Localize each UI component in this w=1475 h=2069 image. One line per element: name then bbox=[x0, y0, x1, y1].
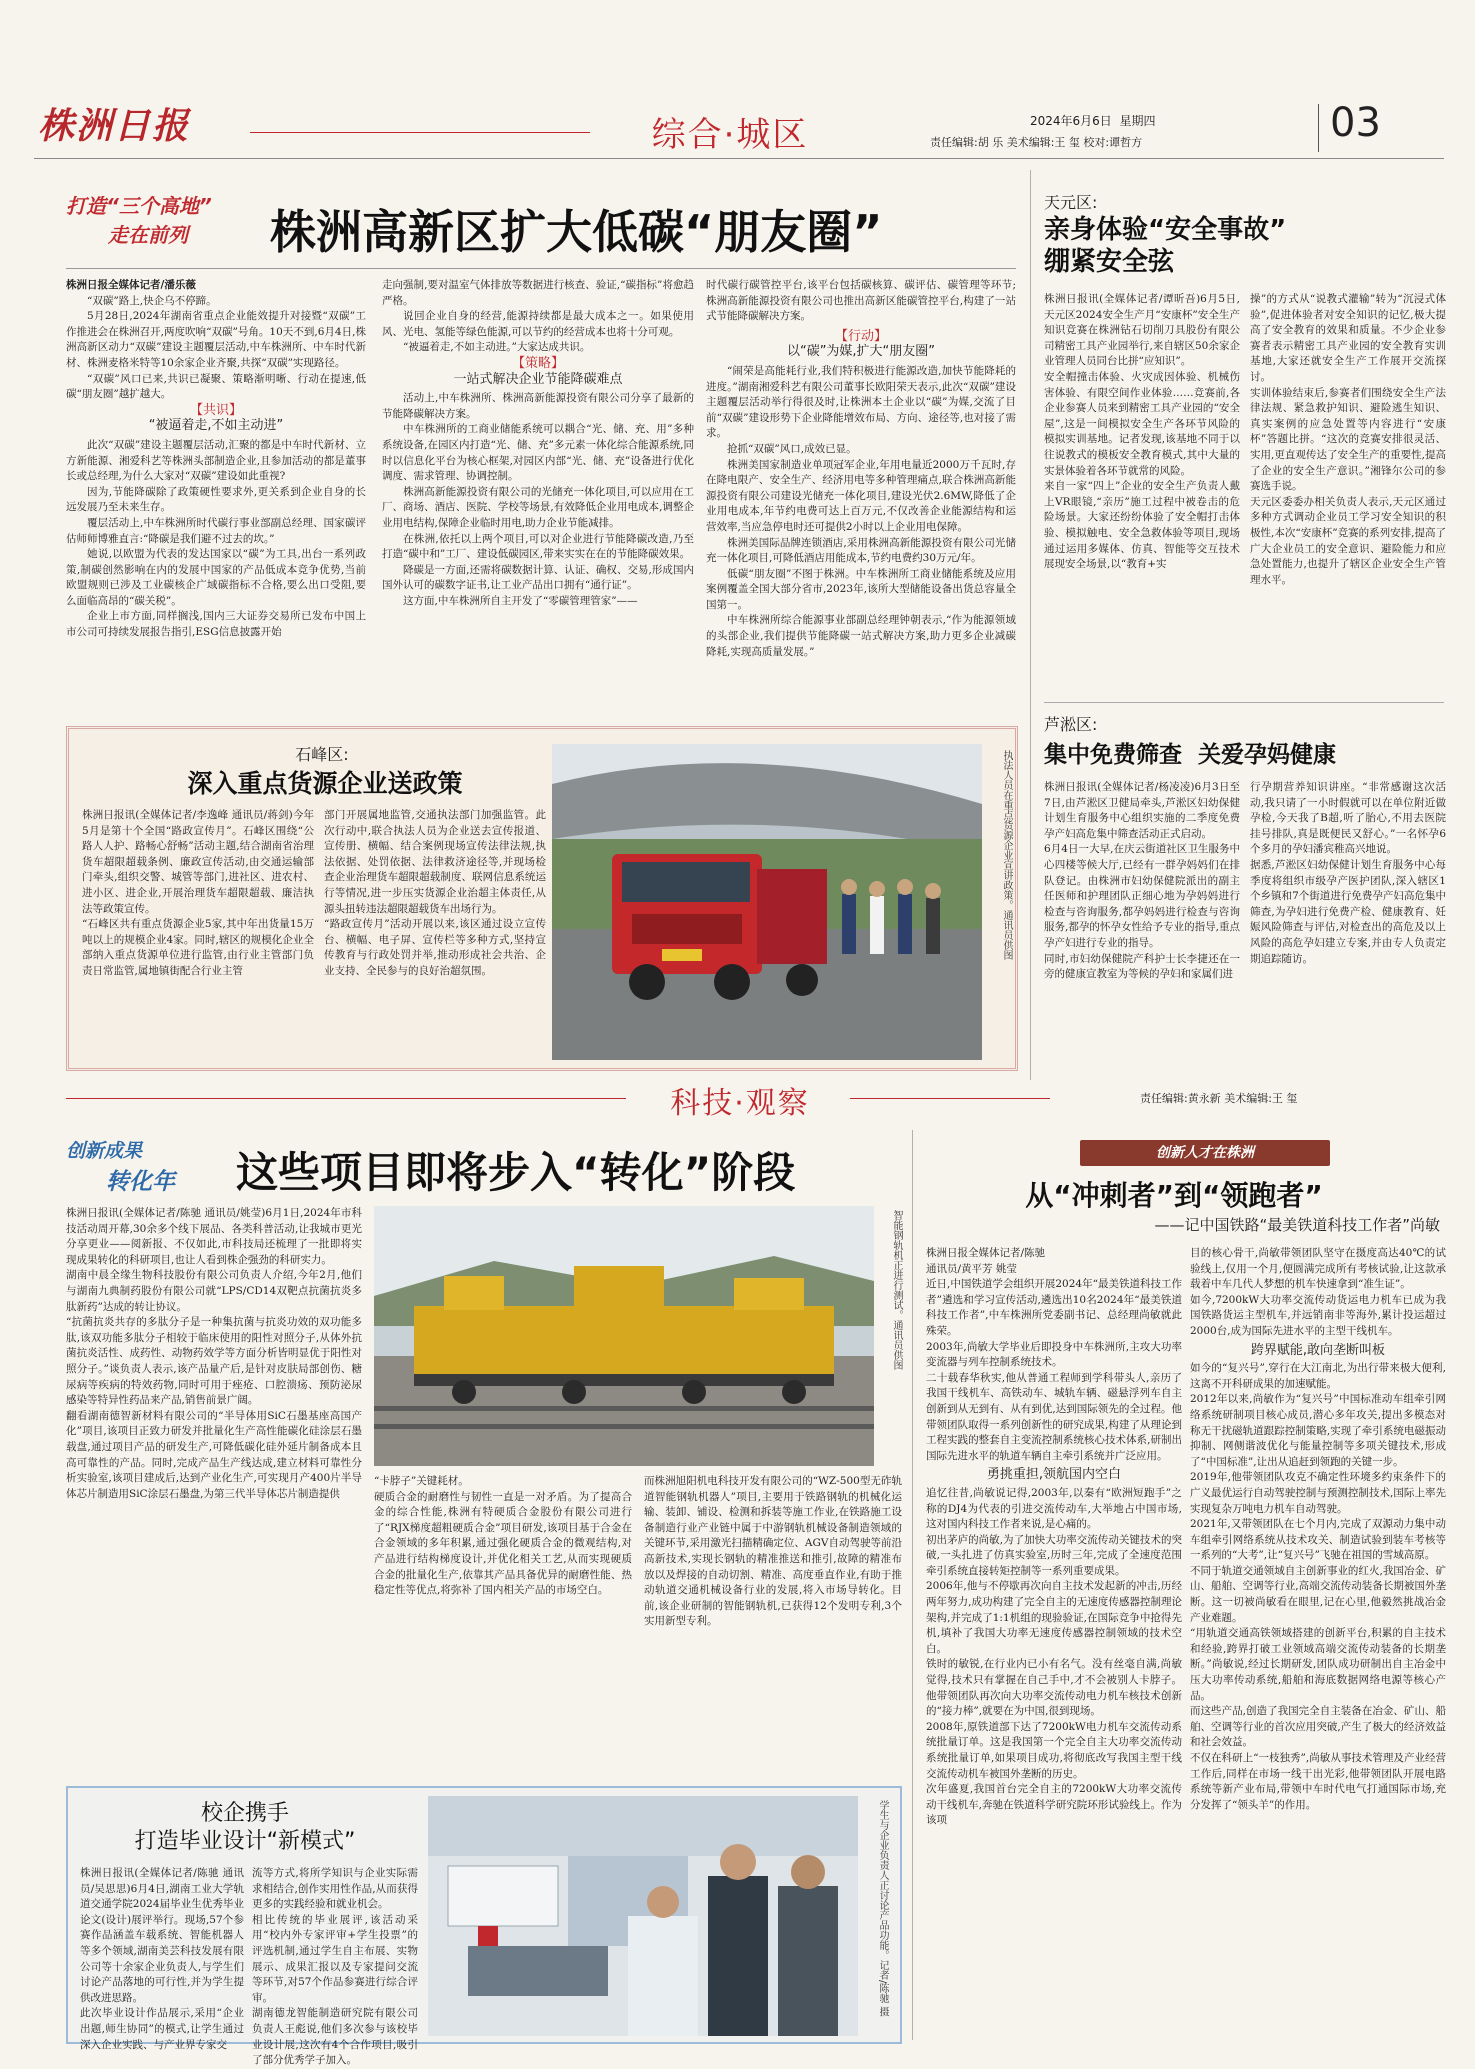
article1-column-3: 时代碳行碳管控平台,该平台包括碳核算、碳评估、碳管理等环节;株洲高新能源投资有限公司也推出高新区能碳管控平台,构建了一站式节能降碳解决方案。 【行动】 以“碳”为媒,扩大“朋友圈” “闹荣是高能耗行业,我们特积极进行能源改造,加快节能降耗的进度。”湖南湘爱科艺有限公司董事长欧阳荣天表示,此次“双碳”建设主题覆层活动举行得很及时,让株洲本土企业以“碳”为媒,交流了目前“双碳”建设形势下企业降能增效布局、方向、途径等,也对接了需求。 抢抓“双碳”风口,成效已显。 株洲美国家制造业单项冠军企业,年用电量近2000万千瓦时,存在降电限产、安全生产、经济用电等多种管理痛点,联合株洲高新能源投资有限公司建设光储充一体化项目,建设光伏2.6MW,降低了企业用电成本,年节约电费可达上百万元,不仅改善企业能源结构和运营效率,当应急停电时还可提供2小时以上企业用电保障。 株洲美国际品牌连锁酒店,采用株洲高新能源投资有限公司光储充一体化项目,可降低酒店用能成本,节约电费约30万元/年。 低碳“朋友圈”不图于株洲。中车株洲所工商业储能系统及应用案例覆盖全国大部分省市,2023年,该所大型储能设备出货总容量全国第一。 中车株洲所综合能源事业部副总经理钟朝表示,“作为能源领域的头部企业,我们提供节能降碳一站式解决方案,助力更多企业减碳降耗,实现高质量发展。” bbox=[706, 279, 1016, 658]
masthead-divider bbox=[1318, 104, 1319, 152]
article1-kicker: 打造“三个高地” 走在前列 bbox=[66, 194, 212, 247]
truck-photo bbox=[552, 744, 982, 1060]
shifeng-district: 石峰区: bbox=[295, 745, 349, 764]
shifeng-column-2: 部门开展属地监管,交通执法部门加强监管。此次行动中,联合执法人员为企业送去宣传报道、宣传册、横幅、结合案例现场宣传法律法规,执法依据、处罚依据、法律救济途径等,并现场检查企业治理货车超限超载制度、联网信息系统运行等情况,进一步压实货源企业治超主体责任,从源头扭转违法超限超载货车出场行为。 “路政宣传月”活动开展以来,该区通过设立宣传台、横幅、电子屏、宣传栏等多种方式,坚持宣传教育与行政处罚并举,推动形成社会共治、企业支持、全民参与的良好治超氛围。 bbox=[324, 809, 546, 977]
section2-line-right bbox=[850, 1098, 1050, 1099]
masthead-line-left bbox=[250, 132, 590, 133]
section2-line-left bbox=[66, 1098, 626, 1099]
lusong-column-2: 行孕期营养知识讲座。“非常感谢这次活动,我只请了一小时假就可以在单位附近做孕检,今天我了B超,听了胎心,不用去医院挂号排队,真是既便民又舒心。”一名怀孕6个多月的孕妇潘宾稚高兴地说。 据悉,芦淞区妇幼保健计划生育服务中心每季度将组织市级孕产医护团队,深入辖区1个乡镇和7个街道进行免费孕产妇高危集中筛查,为孕妇进行免费产检、健康教育、妊娠风险筛查与评估,对检查出的高危及以上风险的高危孕妇建立专案,并由专人负责定期追踪随访。 bbox=[1250, 781, 1446, 965]
tianyuan-rule bbox=[1044, 702, 1444, 703]
article2-kicker: 创新成果 转化年 bbox=[66, 1140, 175, 1195]
masthead-date: 2024年6月6日 星期四 bbox=[1030, 114, 1156, 128]
lusong-headline: 集中免费筛查 关爱孕妈健康 bbox=[1044, 742, 1337, 768]
exhibition-photo bbox=[428, 1796, 858, 2036]
article4-column-1: 株洲日报讯(全媒体记者/陈驰 通讯员/吴思思)6月4日,湖南工业大学轨道交通学院2024届毕业生优秀毕业论文(设计)展评举行。现场,57个参赛作品涵盖车载系统、智能机器人等多个领域,湖南美芸科技发展有限公司等十余家企业负责人,与学生们讨论产品落地的可行性,并为学生提供改进思路。 此次毕业设计作品展示,采用“企业出题,师生协同”的模式,让学生通过深入企业实践、与产业界专家交 bbox=[80, 1867, 244, 2051]
tianyuan-column-1: 株洲日报讯(全媒体记者/谭昕吾)6月5日,天元区2024安全生产月“安康杯”安全生产知识竞赛在株洲钻石切削刀具股份有限公司精密工具产业园举行,来自辖区50余家企业管理人员同台比拼“应知识”。 安全帽撞击体验、火灾成因体验、机械伤害体验、有限空间作业体验……竞赛前,各企业参赛人员来到精密工具产业园的“安全屋”,这是一间模拟安全生产各环节风险的模拟实训基地。记者发现,该基地不同于以往说教式的模板安全教育模式,其中大量的实景体验着各环节就常的风险。 来自一家“四上”企业的安全生产负责人戴上VR眼镜,“亲历”施工过程中被卷击的危险场景。大家还纷纷体验了安全帽打击体验、模拟触电、安全急救体验等项目,现场通过运用多媒体、仿真、智能等交互技术展现安全场景,以“教育+实 bbox=[1044, 293, 1240, 571]
truck-photo-caption: 执法人员在重点货源企业宣讲政策。通讯员供图 bbox=[1001, 750, 1012, 960]
masthead-rule bbox=[34, 158, 1444, 159]
exhibition-photo-caption: 学生与企业负责人正讨论产品功能。记者/陈驰 摄 bbox=[877, 1800, 888, 2017]
section2-editors: 责任编辑:黄永新 美术编辑:王 玺 bbox=[1140, 1092, 1298, 1105]
article4-column-2: 流等方式,将所学知识与企业实际需求相结合,创作实用性作品,从而获得更多的实践经验和就业机会。 相比传统的毕业展评,该活动采用“校内外专家评审+学生投票”的评选机制,通过学生自主布展、实物展示、成果汇报以及专家提问交流等环节,对57个作品参赛进行综合评审。 湖南德龙智能制造研究院有限公司负责人王彪说,他们多次参与该校毕业设计展,这次有4个合作项目,吸引了部分优秀学子加入。 bbox=[252, 1867, 418, 2067]
rail-machine-photo bbox=[374, 1206, 874, 1466]
article3-column-2: 目的核心骨干,尚敏带领团队坚守在摄度高达40℃的试验线上,仅用一个月,便圆满完成所有考核试验,让这款承载着中车几代人梦想的机车快速拿到“准生证”。 如今,7200kW大功率交流传动货运电力机车已成为我国铁路货运主型机车,并远销南非等海外,累计投运超过2000台,成为国际先进水平的主型干线机车。 跨界赋能,敢向垄断叫板 如今的“复兴号”,穿行在大江南北,为出行带来极大便利,这离不开科研成果的加速赋能。 2012年以来,尚敏作为“复兴号”中国标准动车组牵引网络系统研制项目核心成员,潜心多年攻关,提出多模态对称无干扰磁轨道跟踪控制策略,实现了牵引系统电磁振动抑制、网侧谐波优化与能量控制等多项关键技术,形成了“中国标准”,让出从追赶到领跑的关键一步。 2019年,他带领团队攻克不确定性环境多约束条件下的广义最优运行自动驾驶控制与预测控制技术,国际上率先实现复杂万吨电力机车自动驾驶。 2021年,又带领团队在七个月内,完成了双源动力集中动车组牵引网络系统从技术攻关、制造试验到装车考核等一系列的“大考”,让“复兴号”飞驰在祖国的雪域高原。 不同于轨道交通领域自主创新事业的红火,我国冶金、矿山、船舶、空调等行业,高端交流传动装备长期被国外垄断。这一切被尚敏看在眼里,记在心里,他毅然挑战冶金产业难题。 “用轨道交通高铁领域搭建的创新平台,积累的自主技术和经验,跨界打破工业领域高端交流传动装备的长期垄断。”尚敏说,经过长期研发,团队成功研制出自主冶金中压大功率传动系统,船舶和海底数据网络电源等核心产品。 而这些产品,创造了我国完全自主装备在冶金、矿山、船舶、空调等行业的首次应用突破,产生了极大的经济效益和社会效益。 不仅在科研上“一枝独秀”,尚敏从事技术管理及产业经营工作后,同样在市场一线干出光彩,他带领团队开展电路系统等新产业布局,带领中车时代电气打通国际市场,充分发挥了“领头羊”的作用。 bbox=[1190, 1247, 1446, 1811]
article2-headline: 这些项目即将步入“转化”阶段 bbox=[236, 1148, 796, 1197]
truck-photo-art bbox=[552, 744, 982, 1060]
article2-column-2: “卡脖子”关键耗材。 硬质合金的耐磨性与韧性一直是一对矛盾。为了提高合金的综合性能,株洲有特硬质合金股份有限公司进行了“RJX梯度超粗硬质合金”项目研发,该项目基于合金在合金领域的多年积累,通过强化硬质合金的微观结构,对产品进行结构梯度设计,并优化相关工艺,从而实现硬质合金的批量化生产,依靠其产品具备优异的耐磨性能、热稳定性等优点,将弥补了国内相关产品的市场空白。 bbox=[374, 1475, 632, 1597]
lusong-district: 芦淞区: bbox=[1044, 715, 1098, 734]
article1-column-2: 走向强制,要对温室气体排放等数据进行核查、验证,“碳指标”将愈趋严格。 说回企业自身的经营,能源持续都是最大成本之一。如果使用风、光电、氢能等绿色能源,可以节约的经营成本也将十分可观。 “被逼着走,不如主动进。”大家达成共识。 【策略】 一站式解决企业节能降碳难点 活动上,中车株洲所、株洲高新能源投资有限公司分享了最新的节能降碳解决方案。 中车株洲所的工商业储能系统可以耦合“光、储、充、用”多种系统设备,在园区内打造“光、储、充”多元素一体化综合能源系统,同时以信息化平台为核心框架,对园区内部“光、储、充”设备进行优化调度、需求管理、协调控制。 株洲高新能源投资有限公司的光储充一体化项目,可以应用在工厂、商场、酒店、医院、学校等场景,有效降低企业用电成本,调整企业用电结构,保障企业临时用电,助力企业节能减排。 在株洲,依托以上两个项目,可以对企业进行节能降碳改造,乃至打造“碳中和”工厂、建设低碳园区,带来实实在在的节能降碳效果。 降碳是一方面,还需将碳数据计算、认证、确权、交易,形成国内国外认可的碳数字证书,让工业产品出口拥有“通行证”。 这方面,中车株洲所自主开发了“零碳管理管家”—— bbox=[382, 279, 694, 607]
newspaper-logo bbox=[36, 100, 246, 150]
article4-headline: 校企携手 打造毕业设计“新模式” bbox=[134, 1801, 356, 1854]
article3-column-1: 株洲日报全媒体记者/陈驰 通讯员/黄平芳 姚莹 近日,中国铁道学会组织开展2024年“最美铁道科技工作者”遴选和学习宣传活动,遴选出10名2024年“最美铁道科技工作者”,中车株洲所党委副书记、总经理尚敏就此殊荣。 2003年,尚敏大学毕业后即投身中车株洲所,主攻大功率变流器与列车控制系统技术。 二十载春华秋实,他从普通工程师到学科带头人,亲历了我国干线机车、高铁动车、城轨车辆、磁悬浮列车自主创新到从无到有、从有到优,达到国际领先的全过程。他带领团队取得一系列创新性的研究成果,构建了从理论到工程实践的整套自主变流控制系统核心技术体系,研制出国际先进水平的轨道车辆自主牵引系统并广泛应用。 勇挑重担,领航国内空白 追忆往昔,尚敏说记得,2003年,以秦有“欧洲短跑手”之称的DJ4为代表的引进交流传动车,大举地占中国市场,这对国内科技工作者来说,是心痛的。 初出茅庐的尚敏,为了加快大功率交流传动关键技术的突破,一头扎进了仿真实验室,历时三年,完成了全速度范围牵引系统直接转矩控制等一系列重要成果。 2006年,他与不停歇再次向自主技术发起新的冲击,历经两年努力,成功构建了完全自主的无速度传感器控制理论架构,并完成了1:1机组的现验验证,在国际竞争中抢得先机,填补了我国大功率无速度传感器控制领域的技术空白。 铁时的敏锐,在行业内已小有名气。没有丝毫自满,尚敏觉得,技术只有掌握在自己手中,才不会被别人卡脖子。他带领团队再次向大功率交流传动电力机车核技术创新的“接力棒”,就要在为中国,很到现场。 2008年,原铁道部下达了7200kW电力机车交流传动系统批量订单。这是我国第一个完全自主大功率交流传动系统批量订单,如果项目成功,将彻底改写我国主型干线交流传动机车被国外垄断的历史。 次年盛夏,我国首台完全自主的7200kW大功率交流传动干线机车,奔驰在铁道科学研究院环形试验线上。作为该项 bbox=[926, 1247, 1182, 1827]
article1-headline: 株洲高新区扩大低碳“朋友圈” bbox=[270, 205, 883, 259]
article3-subhead: ——记中国铁路“最美铁道科技工作者”尚敏 bbox=[1154, 1216, 1440, 1234]
newspaper-logo-art bbox=[36, 100, 246, 150]
shifeng-headline: 深入重点货源企业送政策 bbox=[187, 769, 463, 798]
article1-column-1: 株洲日报全媒体记者/潘乐薇 “双碳”路上,快企乌不停蹄。 5月28日,2024年湖南省重点企业能效提升对接暨“双碳”工作推进会在株洲召开,两度吹响“双碳”号角。10天不到,6月4日,株洲高新区动力“双碳”建设主题覆层活动,中车株洲所、中车时代新材、株洲麦格米特等10余家企业齐聚,共探“双碳”实现路径。 “双碳”风口已来,共识已凝聚、策略渐明晰、行动在提速,低碳“朋友圈”越扩越大。 【共识】 “被逼着走,不如主动进” 此次“双碳”建设主题覆层活动,汇聚的都是中车时代新材、立方新能源、湘爱科艺等株洲头部制造企业,且参加活动的都是董事长或总经理,为什么大家对“双碳”建设如此重视? 因为,节能降碳除了政策硬性要求外,更关系到企业自身的长远发展乃至未来生存。 覆层活动上,中车株洲所时代碳行事业部副总经理、国家碳评估师师博雅直言:“降碳是我们避不过去的坎。” 她说,以欧盟为代表的发达国家以“碳”为工具,出台一系列政策,制碳创然影响在内的发展中国家的产品低成本竞争优势,当前欧盟规则已涉及工业碳核企广域碳指标不合格,要么出口受阻,要么面临高昂的“碳关税”。 企业上市方面,同样搁浅,国内三大证券交易所已发布中国上市公司可持续发展报告指引,ESG信息披露开始 bbox=[66, 279, 366, 639]
svg-text:株洲日报: 株洲日报 bbox=[38, 105, 191, 147]
article3-divider bbox=[912, 1130, 913, 2040]
tianyuan-headline: 亲身体验“安全事故” 绷紧安全弦 bbox=[1044, 215, 1287, 277]
article2-column-1: 株洲日报讯(全媒体记者/陈驰 通讯员/姚莹)6月1日,2024年市科技活动周开幕,30余多个线下展品、各类科普活动,让我城市更光分享更业——阅新报、不仅如此,市科技局还梳理了一批即将实现成果转化的科研项目,也让人看到株企强劲的科研实力。 湖南中晨全缘生物科技股份有限公司负责人介绍,今年2月,他们与湖南九典制药股份有限公司就“LPS/CD14双靶点抗菌抗炎多肽新药”达成的转让协议。 “抗菌抗炎共存的多肽分子是一种集抗菌与抗炎功效的双功能多肽,该双功能多肽分子相较于临床使用的阳性对照分子,从体外抗菌抗炎活性、成药性、动物药效学等方面分析皆明显优于阳性对照分子。”谈负责人表示,该产品量产后,是针对皮肤局部创伤、糖尿病等疾病的特效药物,同时可用于痤疮、口腔溃疡、预防泌尿感染等特异性药品来产品,销售前景广阔。 翻看湖南德智新材料有限公司的“半导体用SiC石墨基座高国产化”项目,该项目正致力研发并批量化生产高性能碳化硅涂层石墨载盘,通过项目产品的研发生产,可降低碳化硅外延片制备成本且高可靠性的产品。同时,完成产品生产线达成,建立材料可靠性分析实验室,该项目建成后,达到产业化生产,可实现月产400片半导体芯片制造用SiC涂层石墨盘,为第三代半导体芯片制造提供 bbox=[66, 1207, 362, 1500]
right-column-divider bbox=[1030, 170, 1031, 1080]
lusong-column-1: 株洲日报讯(全媒体记者/杨凌凌)6月3日至7日,由芦淞区卫健局牵头,芦淞区妇幼保健计划生育服务中心组织实施的二季度免费孕产妇高危集中筛查活动正式启动。 6月4日一大早,在庆云街道社区卫生服务中心四楼等候大厅,已经有一群孕妈妈们在排队登记。由株洲市妇幼保健院派出的副主任医师和护理团队正细心地为孕妈妈进行检查与咨询服务,都孕妈妈进行检查与咨询服务,都孕的怀孕女性给予专业的指导,重点孕产妇进行专业的指导。 同时,市妇幼保健院产科护士长李捷还在一旁的健康宣教室为等候的孕妇和家属们进 bbox=[1044, 781, 1240, 981]
article1-headline-rule bbox=[66, 268, 1016, 269]
rail-machine-photo-art bbox=[374, 1206, 874, 1466]
article3-headline: 从“冲刺者”到“领跑者” bbox=[1025, 1179, 1323, 1212]
exhibition-photo-art bbox=[428, 1796, 858, 2036]
page-number: 03 bbox=[1330, 100, 1381, 146]
rail-machine-photo-caption: 智能钢轨机正进行测试。通讯员供图 bbox=[891, 1210, 902, 1370]
section-title: 综合·城区 bbox=[651, 114, 809, 155]
shifeng-column-1: 株洲日报讯(全媒体记者/李逸峰 通讯员/蒋剑)今年5月是第十个全国“路政宣传月”。石峰区围绕“公路人人护、路畅心舒畅”活动主题,结合湖南省治理货车超限超载条例、廉政宣传活动,由交通运输部门牵头,组织交警、城管等部门,进社区、进农村、进小区、进企业,开展治理货车超限超载、廉洁执法等政策宣传。 “石峰区共有重点货源企业5家,其中年出货量15万吨以上的规模企业4家。同时,辖区的规模化企业全部纳入重点货源单位进行监管,由行业主管部门负责日常监管,属地镇街配合行业主管 bbox=[82, 809, 314, 977]
masthead-editors: 责任编辑:胡 乐 美术编辑:王 玺 校对:谭哲方 bbox=[930, 136, 1143, 149]
article3-kicker: 创新人才在株洲 bbox=[1080, 1140, 1330, 1166]
article2-column-3: 而株洲旭阳机电科技开发有限公司的“WZ-500型无砟轨道智能钢轨机器人”项目,主要用于铁路钢轨的机械化运输、装卸、铺设、检测和拆装等施工作业,在铁路施工设备制造行业产业链中属于中游钢轨机械设备制造领域的关键环节,采用激光扫描精确定位、AGV自动驾驶等前沿高新技术,实现长钢轨的精准推送和推引,故障的精准布放以及焊接的自动切割、精准、高度垂直作业,有助于推动轨道交通机械设备行业的发展,将入市场导转化。目前,该企业研制的智能钢轨机,已获得12个发明专利,3个实用新型专利。 bbox=[644, 1475, 902, 1628]
tianyuan-column-2: 操”的方式从“说教式灌输”转为“沉浸式体验”,促进体验者对安全知识的记忆,极大提高了安全教育的效果和质量。不少企业参赛者表示精密工具产业园的安全教育实训基地,大家还就安全生产工作展开交流探讨。 实训体验结束后,参赛者们围绕安全生产法律法规、紧急救护知识、避险逃生知识、真实案例的应急处置等内容进行“安康杯”答题比拼。“这次的竞赛安排很灵活、实用,更直观传达了安全生产的重要性,提高了企业的安全生产意识。”湘锋尔公司的参赛选手说。 天元区委委办相关负责人表示,天元区通过多种方式调动企业员工学习安全知识的积极性,本次“安康杯”竞赛的系列安排,提高了广大企业员工的安全意识、避险能力和应急处置能力,也提升了辖区企业安全生产管理水平。 bbox=[1250, 293, 1446, 586]
tianyuan-district: 天元区: bbox=[1044, 193, 1098, 212]
section2-title: 科技·观察 bbox=[670, 1086, 810, 1121]
